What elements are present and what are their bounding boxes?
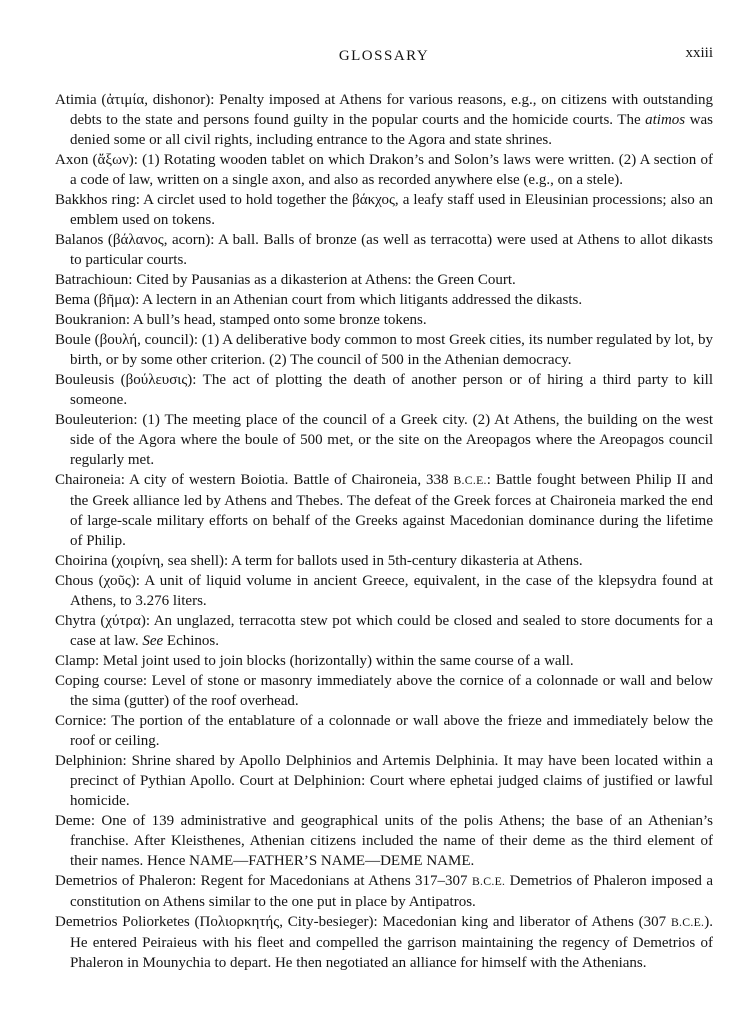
entry-text: Chytra (χύτρα): An unglazed, terracotta stew pot which could be closed and sealed to store documents for a case at law. [55,613,713,649]
entry-text: atimos [645,112,686,128]
entry-text: Bema (βῆμα): A lectern in an Athenian court from which litigants addressed the dikasts. [55,292,583,308]
entry-text: Bakkhos ring: A circlet used to hold together the βάκχος, a leafy staff used in Eleusinian processions; also an emblem used on tokens. [55,192,713,228]
entry-text: Batrachioun: Cited by Pausanias as a dikasterion at Athens: the Green Court. [55,272,516,288]
entry-text: Demetrios Poliorketes (Πολιορκητής, City-besieger): Macedonian king and liberator of Athens (307 [55,914,671,930]
glossary-entry [55,270,713,290]
glossary-entry [55,370,713,410]
entry-text: Coping course: Level of stone or masonry immediately above the cornice of a colonnade or wall and below the sima (gutter) of the roof overhead. [55,673,713,709]
glossary-entries [55,90,713,973]
entry-text: Delphinion: Shrine shared by Apollo Delphinios and Artemis Delphinia. It may have been located within a precinct of Pythian Apollo. Court at Delphinion: Court where ephetai judged claims of justified or lawful homicide. [55,753,713,809]
glossary-entry [55,290,713,310]
entry-text: Echinos. [163,633,219,649]
entry-text: Bouleuterion: (1) The meeting place of the council of a Greek city. (2) At Athens, the building on the west side of the Agora where the boule of 500 met, or the site on the Areopagos where the Areopagos council regularly met. [55,412,713,468]
page-header [55,46,713,66]
glossary-entry [55,410,713,470]
glossary-entry [55,551,713,571]
page-title: GLOSSARY [338,48,430,64]
glossary-entry [55,871,713,912]
entry-text: was denied some or all civil rights, including entrance to the Agora and state shrines. [70,112,714,148]
entry-text: Deme: One of 139 administrative and geographical units of the polis Athens; the base of an Athenian’s franchise. After Kleisthenes, Athenian citizens included the name of their deme as the third element of their names. Hence NAME—FATHER’S NAME—DEME NAME. [55,813,713,869]
entry-text: Choirina (χοιρίνη, sea shell): A term for ballots used in 5th-century dikasteria at Athens. [55,553,583,569]
entry-text: ). He entered Peiraieus with his fleet and compelled the garrison maintaining the regency of Demetrios of Phaleron in Mounychia to depart. He then negotiated an alliance for himself with the Athenians. [70,914,713,971]
glossary-entry [55,611,713,651]
glossary-entry [55,751,713,811]
glossary-entry [55,90,713,150]
entry-text: Axon (ἄξων): (1) Rotating wooden tablet on which Drakon’s and Solon’s laws were written. (2) A section of a code of law, written on a single axon, and also as recorded anywhere else (e.g., on a stele). [55,152,713,188]
glossary-entry [55,230,713,270]
entry-text: Chaironeia: A city of western Boiotia. Battle of Chaironeia, 338 [55,472,454,488]
entry-text: Cornice: The portion of the entablature of a colonnade or wall above the frieze and immediately below the roof or ceiling. [55,713,713,749]
entry-text: Demetrios of Phaleron imposed a constitution on Athens similar to the one put in place by Antipatros. [70,873,713,910]
glossary-entry [55,811,713,871]
entry-text: B.C.E. [471,875,506,888]
entry-text: Bouleusis (βούλευσις): The act of plotting the death of another person or of hiring a third party to kill someone. [55,372,713,408]
entry-text: B.C.E. [453,474,487,487]
entry-text: B.C.E. [670,916,705,929]
entry-text: Boukranion: A bull’s head, stamped onto some bronze tokens. [55,312,427,328]
entry-text: : Battle fought between Philip II and the Greek alliance led by Athens and Thebes. The defeat of the Greek forces at Chaironeia marked the end of large-scale military efforts on behalf of the Greeks against Macedonian dominance during the lifetime of Philip. [70,472,713,549]
glossary-entry [55,190,713,230]
glossary-entry [55,470,713,551]
entry-text: Balanos (βάλανος, acorn): A ball. Balls of bronze (as well as terracotta) were used at Athens to allot dikasts to particular courts. [55,232,713,268]
glossary-entry [55,330,713,370]
glossary-entry [55,671,713,711]
glossary-entry [55,150,713,190]
entry-text: Atimia (ἀτιμία, dishonor): Penalty imposed at Athens for various reasons, e.g., on citizens with outstanding debts to the state and persons found guilty in the popular courts and the homicide courts. The [55,92,713,128]
glossary-entry [55,711,713,751]
glossary-entry [55,912,713,973]
entry-text: See [142,633,164,649]
entry-text: Chous (χοῦς): A unit of liquid volume in ancient Greece, equivalent, in the case of the klepsydra found at Athens, to 3.276 liters. [55,573,713,609]
glossary-entry [55,310,713,330]
entry-text: Demetrios of Phaleron: Regent for Macedonians at Athens 317–307 [55,873,472,889]
glossary-entry [55,651,713,671]
entry-text: Clamp: Metal joint used to join blocks (horizontally) within the same course of a wall. [55,653,574,669]
page-number: xxiii [685,45,713,61]
entry-text: Boule (βουλή, council): (1) A deliberative body common to most Greek cities, its number regulated by lot, by birth, or by some other criterion. (2) The council of 500 in the Athenian democracy. [55,332,713,368]
glossary-entry [55,571,713,611]
